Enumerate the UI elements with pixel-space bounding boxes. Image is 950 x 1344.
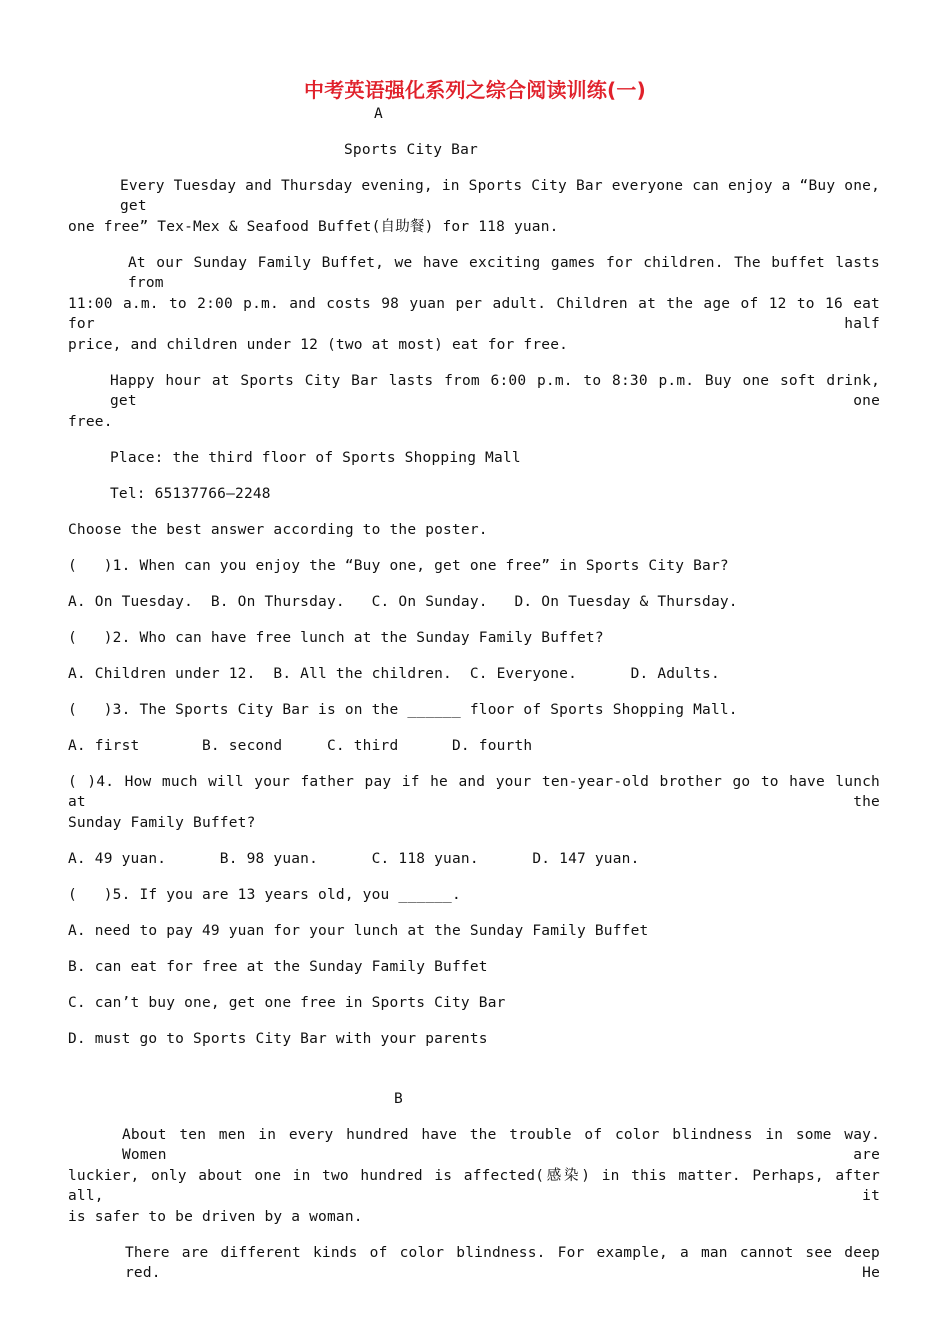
para-line: About ten men in every hundred have the trouble of color blindness in some way. Women are bbox=[122, 1127, 880, 1163]
section-b-label: B bbox=[394, 1091, 403, 1107]
para-line: There are different kinds of color blindness. For example, a man cannot see deep red. He bbox=[125, 1245, 880, 1281]
question-1: ( )1. When can you enjoy the “Buy one, get one free” in Sports City Bar? bbox=[68, 558, 729, 574]
question-2-options: A. Children under 12. B. All the children. C. Everyone. D. Adults. bbox=[68, 666, 720, 682]
para-line: price, and children under 12 (two at most) eat for free. bbox=[68, 337, 569, 353]
para-line: Happy hour at Sports City Bar lasts from 6:00 p.m. to 8:30 p.m. Buy one soft drink, get one bbox=[110, 373, 880, 409]
question-3-options: A. first B. second C. third D. fourth bbox=[68, 738, 533, 754]
question-5-option-a: A. need to pay 49 yuan for your lunch at the Sunday Family Buffet bbox=[68, 923, 649, 939]
poster-title: Sports City Bar bbox=[344, 142, 478, 158]
para-line: is safer to be driven by a woman. bbox=[68, 1209, 363, 1225]
question-4: ( )4. How much will your father pay if he and your ten-year-old brother go to have lunch at the bbox=[68, 774, 880, 810]
para-line: free. bbox=[68, 414, 113, 430]
page-title: 中考英语强化系列之综合阅读训练(一) bbox=[304, 78, 646, 102]
section-a-label: A bbox=[374, 106, 383, 122]
question-5-option-d: D. must go to Sports City Bar with your parents bbox=[68, 1031, 488, 1047]
question-4-cont: Sunday Family Buffet? bbox=[68, 815, 256, 831]
instruction: Choose the best answer according to the poster. bbox=[68, 522, 488, 538]
tel-line: Tel: 65137766—2248 bbox=[110, 486, 271, 502]
question-1-options: A. On Tuesday. B. On Thursday. C. On Sunday. D. On Tuesday & Thursday. bbox=[68, 594, 738, 610]
question-5-option-b: B. can eat for free at the Sunday Family Buffet bbox=[68, 959, 488, 975]
question-4-options: A. 49 yuan. B. 98 yuan. C. 118 yuan. D. 147 yuan. bbox=[68, 851, 640, 867]
para-line: 11:00 a.m. to 2:00 p.m. and costs 98 yuan per adult. Children at the age of 12 to 16 eat for half bbox=[68, 296, 880, 332]
question-2: ( )2. Who can have free lunch at the Sunday Family Buffet? bbox=[68, 630, 604, 646]
para-line: Every Tuesday and Thursday evening, in Sports City Bar everyone can enjoy a “Buy one, get bbox=[120, 178, 880, 214]
question-5: ( )5. If you are 13 years old, you ______. bbox=[68, 887, 461, 903]
question-3: ( )3. The Sports City Bar is on the ______ floor of Sports Shopping Mall. bbox=[68, 702, 738, 718]
para-line: one free” Tex-Mex & Seafood Buffet(自助餐) for 118 yuan. bbox=[68, 219, 559, 235]
question-5-option-c: C. can’t buy one, get one free in Sports City Bar bbox=[68, 995, 506, 1011]
place-line: Place: the third floor of Sports Shopping Mall bbox=[110, 450, 521, 466]
para-line: At our Sunday Family Buffet, we have exciting games for children. The buffet lasts from bbox=[128, 255, 880, 291]
para-line: luckier, only about one in two hundred is affected(感染) in this matter. Perhaps, after all, it bbox=[68, 1168, 880, 1204]
